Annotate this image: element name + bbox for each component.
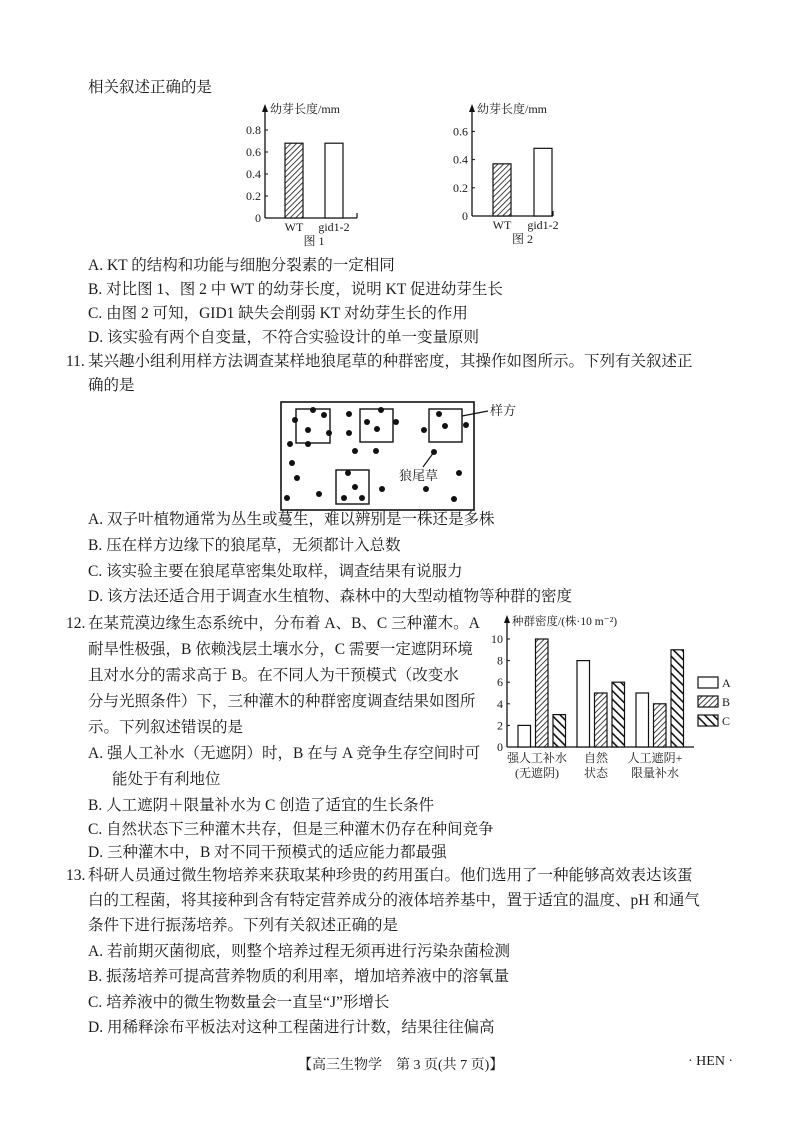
x-tick-label: gid1-2 bbox=[527, 218, 559, 232]
y-tick-label: 0.4 bbox=[246, 167, 261, 181]
q13-stem-line: 条件下进行振荡培养。下列有关叙述正确的是 bbox=[88, 917, 399, 934]
x-tick-label: 状态 bbox=[583, 766, 609, 780]
x-tick-label: gid1-2 bbox=[318, 220, 350, 234]
q10-option-d: D. 该实验有两个自变量，不符合实验设计的单一变量原则 bbox=[88, 329, 479, 346]
q13-stem-line: 白的工程菌，将其接种到含有特定营养成分的液体培养基中，置于适宜的温度、pH 和通气 bbox=[88, 892, 700, 909]
y-tick-label: 0 bbox=[497, 740, 503, 754]
footer-page-info: 【高三生物学 第 3 页(共 7 页)】 bbox=[298, 1058, 504, 1073]
figure-1-chart bbox=[220, 95, 380, 255]
plant-label: 狼尾草 bbox=[399, 468, 439, 483]
x-tick-label: 人工遮阴+ bbox=[627, 751, 683, 765]
x-tick-label: 自然 bbox=[583, 751, 609, 765]
q11-option-b: B. 压在样方边缘下的狼尾草，无须都计入总数 bbox=[88, 537, 401, 554]
y-tick-label: 0.6 bbox=[453, 124, 468, 139]
y-axis-arrow bbox=[262, 104, 268, 112]
x-tick-label: 强人工补水 bbox=[506, 751, 568, 765]
legend-label: B bbox=[722, 695, 731, 709]
bar-C bbox=[612, 682, 625, 747]
q12-option-d: D. 三种灌木中，B 对不同干预模式的适应能力都最强 bbox=[88, 844, 447, 861]
footer-code: · HEN · bbox=[688, 1054, 734, 1069]
q13-stem-line: 科研人员通过微生物培养来获取某种珍贵的药用蛋白。他们选用了一种能够高效表达该蛋 bbox=[88, 867, 693, 884]
y-axis-arrow bbox=[469, 104, 475, 112]
q11-option-c: C. 该实验主要在狼尾草密集处取样，调查结果有说服力 bbox=[88, 563, 463, 580]
y-tick-label: 0.2 bbox=[246, 189, 261, 203]
q11-option-a: A. 双子叶植物通常为丛生或蔓生，难以辨别是一株还是多株 bbox=[88, 511, 495, 528]
q11-stem-line: 确的是 bbox=[88, 377, 135, 394]
q11-option-d: D. 该方法还适合用于调查水生植物、森林中的大型动植物等种群的密度 bbox=[88, 588, 572, 605]
x-tick-label: (无遮阴) bbox=[515, 766, 559, 780]
q11-stem-line: 某兴趣小组利用样方法调查某样地狼尾草的种群密度，其操作如图所示。下列有关叙述正 bbox=[88, 353, 693, 370]
y-tick-label: 0.2 bbox=[453, 180, 468, 195]
y-axis-label: 种群密度/(株·10 m⁻²) bbox=[512, 616, 618, 628]
figure-title: 图 1 bbox=[303, 234, 325, 248]
figure-2-chart bbox=[425, 95, 585, 255]
y-tick-label: 0.4 bbox=[453, 152, 468, 167]
bar-C bbox=[671, 650, 684, 747]
q13-number: 13. bbox=[66, 867, 86, 884]
y-tick-label: 0 bbox=[255, 211, 261, 225]
legend-swatch-B bbox=[698, 696, 718, 707]
quadrat-sampling-diagram bbox=[270, 398, 550, 514]
plant-dots bbox=[284, 407, 469, 502]
q12-option-a: A. 强人工补水（无遮阴）时，B 在与 A 竞争生存空间时可 bbox=[88, 745, 481, 762]
bar-gid1-2 bbox=[534, 148, 552, 216]
y-tick-label: 4 bbox=[497, 696, 503, 711]
q10-option-c: C. 由图 2 可知，GID1 缺失会削弱 KT 对幼芽生长的作用 bbox=[88, 305, 468, 322]
q13-option-d: D. 用稀释涂布平板法对这种工程菌进行计数，结果往往偏高 bbox=[88, 1019, 495, 1036]
q13-option-c: C. 培养液中的微生物数量会一直呈“J”形增长 bbox=[88, 994, 390, 1011]
bar-A bbox=[518, 725, 531, 747]
q12-stem-line: 且对水分的需求高于 B。在不同人为干预模式（改变水 bbox=[88, 667, 459, 684]
bar-A bbox=[636, 693, 649, 747]
x-tick-label: 限量补水 bbox=[630, 766, 680, 780]
y-tick-label: 10 bbox=[491, 632, 503, 646]
q10-stem-tail: 相关叙述正确的是 bbox=[88, 79, 213, 96]
figure-title: 图 2 bbox=[511, 232, 534, 246]
q12-option-c: C. 自然状态下三种灌木共存，但是三种灌木仍存在种间竞争 bbox=[88, 821, 494, 838]
bar-B bbox=[536, 639, 549, 747]
q12-option-a-cont: 能处于有利地位 bbox=[112, 771, 221, 788]
bar-A bbox=[577, 661, 590, 747]
q10-option-a: A. KT 的结构和功能与细胞分裂素的一定相同 bbox=[88, 257, 395, 274]
q12-stem-line: 示。下列叙述错误的是 bbox=[88, 719, 244, 736]
quadrat-label: 样方 bbox=[490, 403, 517, 418]
bar-WT bbox=[285, 143, 303, 218]
q12-stem-line: 分与光照条件）下，三种灌木的种群密度调查结果如图所 bbox=[88, 693, 476, 710]
legend-label: C bbox=[722, 714, 731, 728]
y-tick-label: 0.8 bbox=[246, 123, 261, 137]
legend-swatch-C bbox=[698, 715, 718, 726]
q12-number: 12. bbox=[66, 615, 86, 632]
q12-option-b: B. 人工遮阴＋限量补水为 C 创造了适宜的生长条件 bbox=[88, 797, 435, 814]
q12-stem-line: 耐旱性极强，B 依赖浅层土壤水分，C 需要一定遮阴环境 bbox=[88, 641, 473, 658]
bar-B bbox=[654, 704, 667, 747]
y-axis-label: 幼芽长度/mm bbox=[477, 102, 548, 116]
y-axis-label: 幼芽长度/mm bbox=[270, 102, 341, 116]
x-tick-label: WT bbox=[284, 220, 304, 234]
y-tick-label: 2 bbox=[497, 718, 503, 733]
legend-label: A bbox=[722, 676, 731, 690]
bar-C bbox=[553, 715, 566, 747]
x-tick-label: WT bbox=[492, 218, 512, 232]
q13-option-b: B. 振荡培养可提高营养物质的利用率，增加培养液中的溶氧量 bbox=[88, 968, 510, 985]
q12-stem-line: 在某荒漠边缘生态系统中，分布着 A、B、C 三种灌木。A bbox=[88, 615, 480, 632]
y-tick-label: 6 bbox=[497, 675, 503, 690]
y-tick-label: 8 bbox=[497, 653, 503, 668]
q13-option-a: A. 若前期灭菌彻底，则整个培养过程无须再进行污染杂菌检测 bbox=[88, 943, 510, 960]
legend-swatch-A bbox=[698, 677, 718, 688]
y-axis-arrow bbox=[504, 615, 510, 623]
quadrat bbox=[360, 409, 393, 442]
y-tick-label: 0.6 bbox=[246, 145, 261, 159]
bar-B bbox=[595, 693, 608, 747]
bar-WT bbox=[493, 164, 511, 216]
q10-option-b: B. 对比图 1、图 2 中 WT 的幼芽长度，说明 KT 促进幼芽生长 bbox=[88, 281, 503, 298]
q11-number: 11. bbox=[66, 353, 85, 370]
population-density-chart bbox=[488, 610, 748, 790]
y-tick-label: 0 bbox=[462, 209, 468, 223]
bar-gid1-2 bbox=[325, 143, 343, 218]
